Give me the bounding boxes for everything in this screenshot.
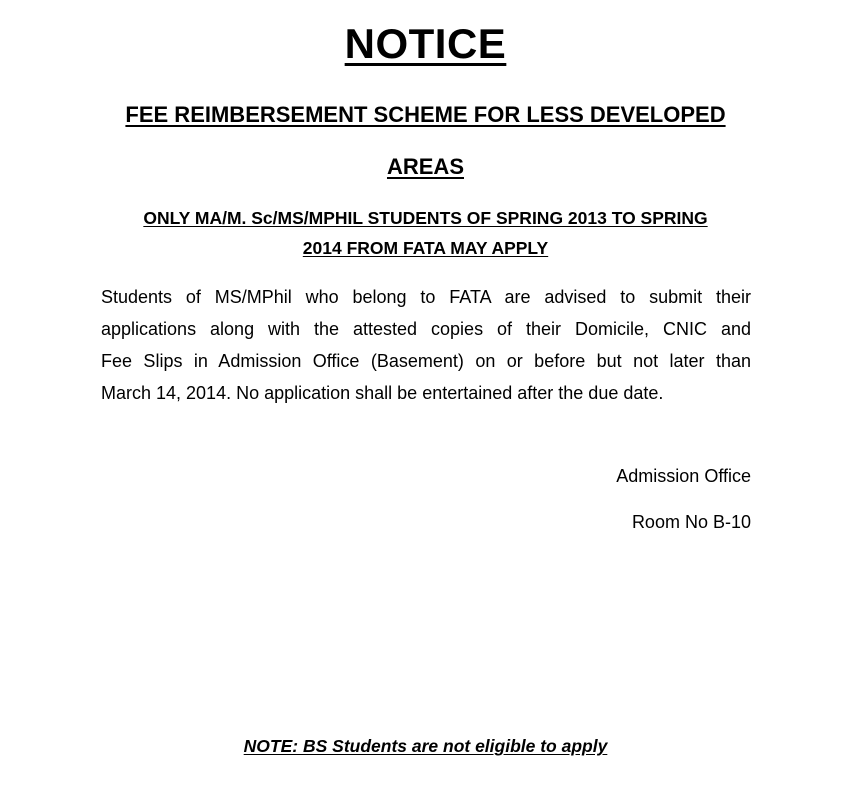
body-line-2: applications along with the attested copies of their Domicile, CNIC and: [101, 319, 751, 339]
notice-body-paragraph: [101, 281, 751, 409]
eligibility-line-2: 2014 FROM FATA MAY APPLY: [302, 238, 549, 258]
notice-title: NOTICE: [344, 20, 507, 67]
eligibility-heading: [0, 203, 851, 263]
body-line-3: Fee Slips in Admission Office (Basement) on or before but not later than: [101, 351, 751, 371]
signature-office: Admission Office: [616, 466, 751, 486]
body-line-1: Students of MS/MPhil who belong to FATA are advised to submit their: [101, 287, 751, 307]
eligibility-line-1: ONLY MA/M. Sc/MS/MPHIL STUDENTS OF SPRING 2013 TO SPRING: [143, 208, 708, 228]
signature-room: Room No B-10: [631, 512, 751, 532]
scheme-title-line-1: FEE REIMBERSEMENT SCHEME FOR LESS DEVELOPED: [125, 102, 726, 127]
footnote-note: NOTE: BS Students are not eligible to apply: [243, 736, 608, 756]
scheme-title-line-2: AREAS: [386, 154, 464, 179]
body-line-4: March 14, 2014. No application shall be entertained after the due date.: [101, 383, 664, 403]
